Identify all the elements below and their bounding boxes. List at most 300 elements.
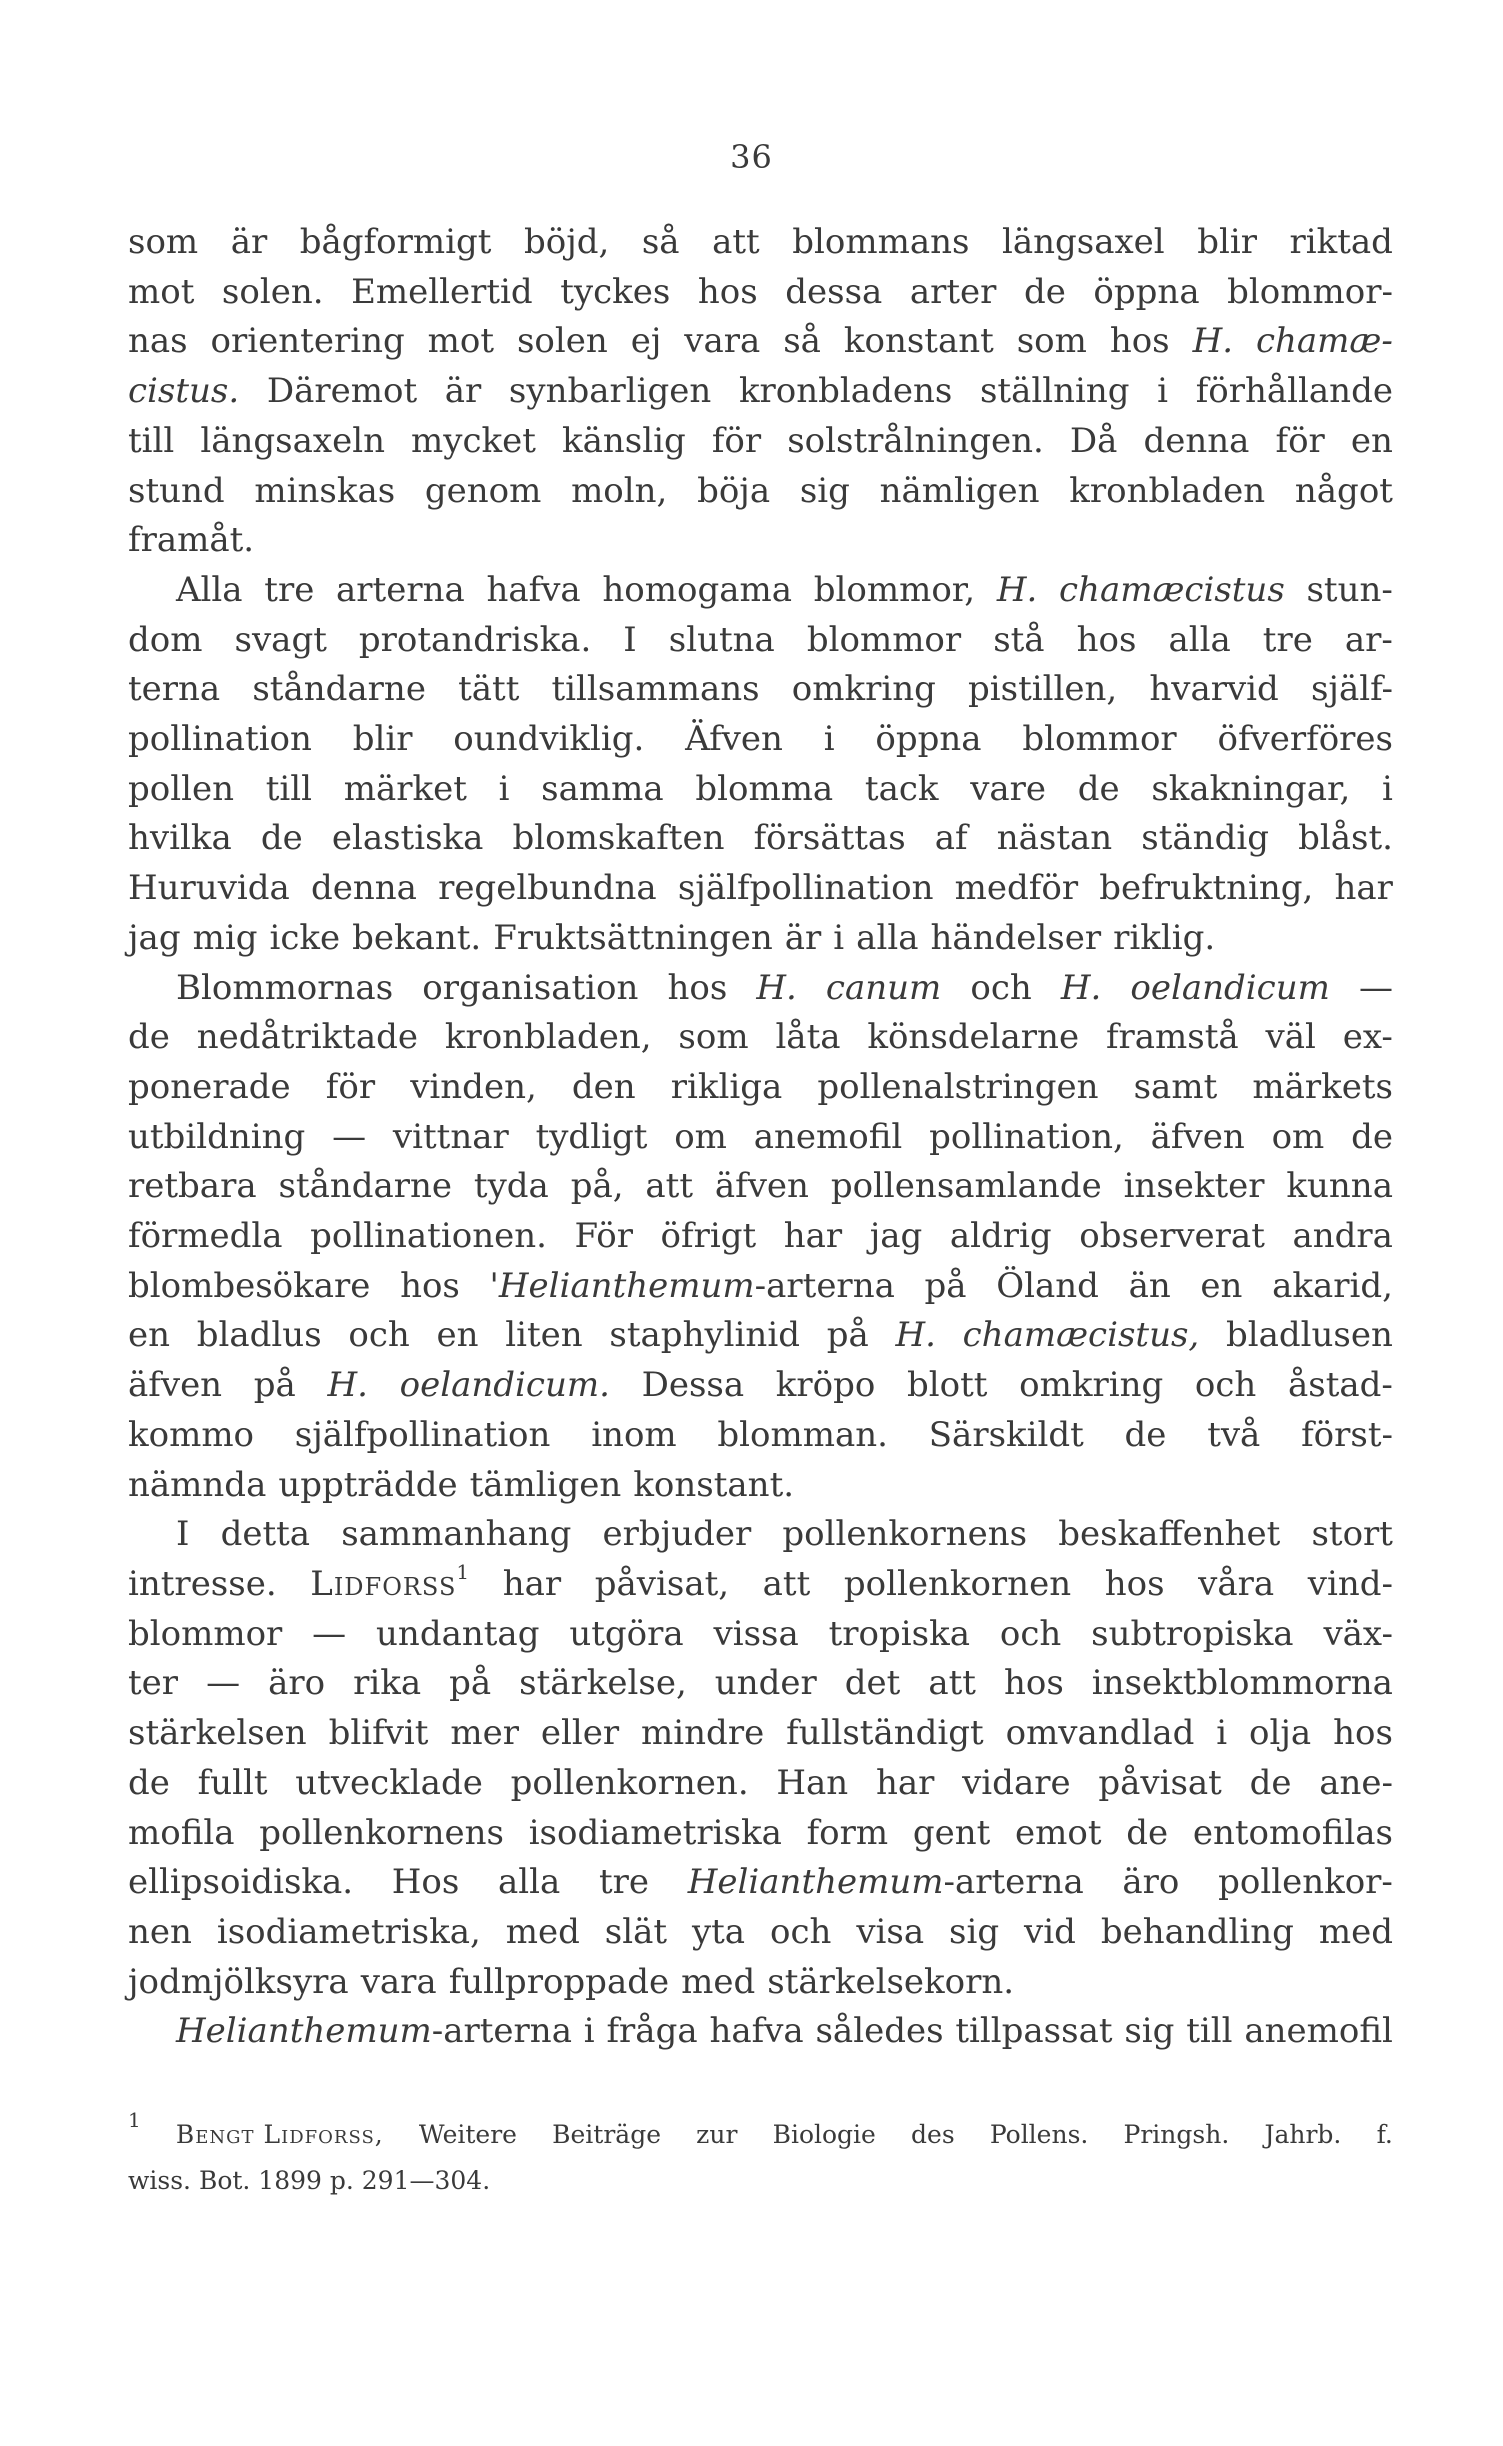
- word: eller: [540, 1713, 620, 1754]
- word: är: [444, 371, 482, 412]
- word: Särskildt: [928, 1414, 1084, 1455]
- word: de: [1077, 768, 1120, 809]
- word: mindre: [641, 1713, 765, 1754]
- word: äro: [1122, 1862, 1180, 1903]
- word: insektblommorna: [1091, 1663, 1393, 1704]
- word: af: [934, 818, 968, 859]
- word: och: [348, 1315, 410, 1356]
- text-line: [128, 1113, 1393, 1163]
- word: med: [681, 1961, 756, 2002]
- word: anemofil: [1244, 2011, 1393, 2052]
- word: och: [970, 967, 1032, 1008]
- word: anemofil: [753, 1116, 903, 1157]
- text-line: [128, 1212, 1393, 1262]
- word: alla: [498, 1862, 561, 1903]
- word: Jahrb.: [1264, 2120, 1342, 2149]
- word: hos: [1104, 1563, 1165, 1604]
- word: stärkelsekorn.: [767, 1961, 1015, 2002]
- word: tydligt: [535, 1116, 648, 1157]
- word: mig: [192, 917, 258, 958]
- word: till: [265, 768, 313, 809]
- word: arter: [909, 271, 997, 312]
- word: på,: [570, 1166, 624, 1207]
- footnote-marker: 1: [128, 2108, 141, 2132]
- word: framåt.: [128, 520, 255, 561]
- word: i: [823, 719, 835, 760]
- word: pollenkornens: [782, 1514, 1028, 1555]
- word: alla: [856, 917, 919, 958]
- word: Lidforss$^1$: [310, 1559, 470, 1604]
- word: äfven: [1150, 1116, 1245, 1157]
- word: blåst.: [1298, 818, 1393, 859]
- word: en: [1350, 420, 1393, 461]
- word: hos: [667, 967, 728, 1008]
- word: och: [1194, 1365, 1257, 1406]
- word: öppna: [1093, 271, 1200, 312]
- word: blir: [352, 719, 413, 760]
- text-line: [128, 1858, 1393, 1908]
- word: utgöra: [569, 1613, 684, 1654]
- word: denna: [310, 868, 417, 909]
- text-line: [128, 864, 1393, 914]
- footnote: [128, 2108, 1393, 2204]
- word: mer: [450, 1713, 519, 1754]
- text-line: [128, 1510, 1393, 1560]
- word: tre: [599, 1862, 650, 1903]
- text-line: [128, 268, 1393, 318]
- footnote-line: [128, 2108, 1393, 2158]
- text-line: [128, 1013, 1393, 1063]
- word: hos: [1333, 1713, 1393, 1754]
- word: För: [574, 1216, 633, 1257]
- word: om: [1271, 1116, 1325, 1157]
- word: 'Helianthemum-arterna: [489, 1265, 895, 1306]
- word: olja: [1249, 1713, 1312, 1754]
- word: de: [1249, 1762, 1292, 1803]
- word: kröpo: [775, 1365, 876, 1406]
- word: samma: [541, 768, 664, 809]
- word: bladlusen: [1225, 1315, 1393, 1356]
- word: händelser: [930, 917, 1102, 958]
- word: ej: [630, 321, 662, 362]
- word: andra: [1292, 1216, 1393, 1257]
- word: könsdelarne: [867, 1017, 1080, 1058]
- word: utbildning: [128, 1116, 306, 1157]
- word: böjd,: [523, 222, 610, 262]
- word: till: [1186, 2011, 1233, 2052]
- word: kronbladens: [738, 371, 953, 412]
- word: än: [1128, 1265, 1171, 1306]
- word: sammanhang: [341, 1514, 572, 1555]
- word: —: [332, 1116, 367, 1157]
- word: nästan: [996, 818, 1113, 859]
- word: våra: [1198, 1563, 1275, 1604]
- word: böja: [697, 470, 771, 511]
- word: stå: [993, 619, 1045, 660]
- word: H.: [327, 1365, 368, 1406]
- word: nämnda: [128, 1464, 267, 1505]
- text-line: [128, 1311, 1393, 1361]
- text-line: [128, 765, 1393, 815]
- word: som: [128, 222, 199, 262]
- word: H.: [996, 569, 1038, 610]
- text-line: [128, 715, 1393, 765]
- word: utvecklade: [295, 1762, 483, 1803]
- text-line: [128, 1262, 1393, 1312]
- word: nämligen: [879, 470, 1040, 511]
- word: Biologie: [772, 2120, 876, 2149]
- word: hos: [697, 271, 758, 312]
- footnote-author: Bengt Lidforss,: [175, 2120, 384, 2149]
- word: akarid,: [1272, 1265, 1393, 1306]
- word: tre: [1262, 619, 1313, 660]
- word: tropiska: [828, 1613, 970, 1654]
- word: att: [712, 222, 760, 262]
- word: påvisat,: [594, 1563, 730, 1604]
- word: riktad: [1289, 222, 1393, 262]
- word: Alla: [176, 569, 243, 610]
- word: längsaxeln: [200, 420, 385, 461]
- word: solstrålningen.: [787, 420, 1044, 461]
- word: öfverföres: [1217, 719, 1393, 760]
- word: hvarvid: [1149, 669, 1279, 710]
- text-line: [128, 1809, 1393, 1859]
- word: under: [714, 1663, 817, 1704]
- word: Hos: [391, 1862, 460, 1903]
- word: de: [128, 1017, 170, 1058]
- word: H.: [1192, 321, 1234, 362]
- word: i: [1382, 768, 1393, 809]
- footnote-citation: wiss. Bot. 1899 p. 291—304.: [128, 2166, 491, 2195]
- word: pollination: [128, 719, 312, 760]
- word: icke: [269, 917, 341, 958]
- word: åstad-: [1288, 1365, 1393, 1406]
- text-line: [128, 1958, 1393, 2008]
- word: tack: [864, 768, 939, 809]
- word: regelbundna: [438, 868, 657, 909]
- word: blommor: [128, 1613, 283, 1654]
- word: emot: [1015, 1812, 1102, 1853]
- word: de: [128, 1762, 170, 1803]
- word: entomofilas: [1192, 1812, 1393, 1853]
- text-line: [128, 317, 1393, 367]
- word: och: [770, 1911, 832, 1952]
- word: stund: [128, 470, 225, 511]
- word: så: [783, 321, 821, 362]
- word: mot: [427, 321, 495, 362]
- word: de: [260, 818, 303, 859]
- body-text: [128, 218, 1393, 2057]
- word: ståndarne: [278, 1166, 453, 1207]
- word: des: [911, 2120, 955, 2149]
- word: blommor: [1022, 719, 1177, 760]
- word: kronbladen: [1069, 470, 1266, 511]
- word: tre: [264, 569, 315, 610]
- text-line: [128, 566, 1393, 616]
- word: bågformigt: [299, 222, 492, 262]
- word: öfrigt: [660, 1216, 757, 1257]
- word: på: [924, 1265, 967, 1306]
- word: längsaxel: [1001, 222, 1165, 262]
- word: Han: [776, 1762, 849, 1803]
- word: märkets: [1252, 1066, 1393, 1107]
- word: först-: [1301, 1414, 1393, 1455]
- word: det: [844, 1663, 901, 1704]
- word: stärkelsen: [128, 1713, 307, 1754]
- word: påvisat: [1098, 1762, 1222, 1803]
- text-line: [128, 467, 1393, 517]
- word: ellipsoidiska.: [128, 1862, 354, 1903]
- word: som: [678, 1017, 749, 1058]
- word: dom: [128, 619, 203, 660]
- word: hos: [1076, 619, 1137, 660]
- word: i: [498, 768, 510, 809]
- word: två: [1207, 1414, 1261, 1455]
- page-number: 36: [730, 138, 773, 176]
- word: att: [645, 1166, 693, 1207]
- word: vara: [360, 1961, 437, 2002]
- word: oelandicum.: [399, 1365, 610, 1406]
- word: Beiträge: [552, 2120, 661, 2149]
- word: förmedla: [128, 1216, 283, 1257]
- word: detta: [220, 1514, 311, 1555]
- word: slutna: [668, 619, 775, 660]
- word: blommans: [792, 222, 970, 262]
- word: yta: [691, 1911, 746, 1952]
- text-line: [128, 1461, 1393, 1511]
- word: en: [436, 1315, 479, 1356]
- word: synbarligen: [508, 371, 712, 412]
- word: fråga: [606, 2011, 698, 2052]
- word: chamæ-: [1255, 321, 1393, 362]
- word: ståndarne: [252, 669, 426, 710]
- word: chamæcistus: [1059, 569, 1285, 610]
- word: retbara: [128, 1166, 257, 1207]
- word: Pollens.: [989, 2120, 1089, 2149]
- word: är: [784, 917, 822, 958]
- word: Äfven: [685, 719, 783, 760]
- word: något: [1294, 470, 1393, 511]
- word: form: [806, 1812, 889, 1853]
- footnote-line: [128, 2158, 1393, 2204]
- word: Då: [1069, 420, 1118, 461]
- word: konstant.: [633, 1464, 795, 1505]
- word: —: [1358, 967, 1393, 1008]
- text-line: [128, 814, 1393, 864]
- word: försättas: [753, 818, 906, 859]
- word: blommor,: [813, 569, 976, 610]
- word: svagt: [234, 619, 327, 660]
- word: pollenkor-: [1218, 1862, 1393, 1903]
- word: rika: [353, 1663, 422, 1704]
- word: behandling: [1100, 1911, 1294, 1952]
- word: inom: [591, 1414, 677, 1455]
- word: Pringsh.: [1123, 2120, 1230, 2149]
- word: blifvit: [328, 1713, 429, 1754]
- word: gent: [912, 1812, 991, 1853]
- word: bekant.: [352, 917, 482, 958]
- word: vinden,: [410, 1066, 537, 1107]
- word: orientering: [210, 321, 405, 362]
- word: omvandlad: [1005, 1713, 1195, 1754]
- word: oundviklig.: [453, 719, 645, 760]
- word: Huruvida: [128, 868, 290, 909]
- word: på: [826, 1315, 869, 1356]
- word: en: [128, 1315, 171, 1356]
- word: Helianthemum-arterna: [176, 2011, 572, 2052]
- word: blir: [1197, 222, 1257, 262]
- text-line: [128, 1063, 1393, 1113]
- word: med: [505, 1911, 580, 1952]
- word: har: [783, 1216, 843, 1257]
- word: fullständigt: [786, 1713, 984, 1754]
- word: cistus.: [128, 371, 240, 412]
- word: själfpollination: [677, 868, 934, 909]
- word: själfpollination: [294, 1414, 551, 1455]
- word: zur: [696, 2120, 738, 2149]
- text-line: [128, 1908, 1393, 1958]
- word: medför: [954, 868, 1079, 909]
- word: ständig: [1141, 818, 1269, 859]
- word: aldrig: [949, 1216, 1052, 1257]
- word: isodiametriska: [528, 1812, 782, 1853]
- word: pistillen,: [968, 669, 1118, 710]
- word: dessa: [785, 271, 883, 312]
- word: stärkelse,: [519, 1663, 687, 1704]
- word: samt: [1133, 1066, 1218, 1107]
- word: vittnar: [392, 1116, 509, 1157]
- word: isodiametriska,: [216, 1911, 481, 1952]
- word: ställning: [979, 371, 1130, 412]
- word: insekter: [1123, 1166, 1265, 1207]
- word: tillsammans: [551, 669, 760, 710]
- word: f.: [1376, 2120, 1393, 2149]
- word: solen.: [221, 271, 324, 312]
- text-line: [128, 616, 1393, 666]
- word: bladlus: [196, 1315, 322, 1356]
- word: intresse.: [128, 1563, 277, 1604]
- word: den: [571, 1066, 636, 1107]
- text-line: [128, 1411, 1393, 1461]
- word: Emellertid: [351, 271, 533, 312]
- word: jag: [128, 917, 181, 958]
- word: äfven: [128, 1365, 223, 1406]
- word: ter: [128, 1663, 179, 1704]
- word: förhållande: [1195, 371, 1393, 412]
- word: omkring: [1019, 1365, 1164, 1406]
- word: blott: [907, 1365, 988, 1406]
- word: på: [253, 1365, 296, 1406]
- word: tillpassat: [955, 2011, 1113, 2052]
- word: hvilka: [128, 818, 232, 859]
- word: de: [1023, 271, 1066, 312]
- text-line: [128, 1560, 1393, 1610]
- word: ar-: [1344, 619, 1393, 660]
- word: oelandicum: [1130, 967, 1330, 1008]
- word: för: [325, 1066, 376, 1107]
- word: minskas: [254, 470, 396, 511]
- word: arterna: [336, 569, 465, 610]
- word: blommor-: [1227, 271, 1393, 312]
- word: de: [1124, 1414, 1167, 1455]
- word: denna: [1143, 420, 1250, 461]
- word: i: [833, 917, 845, 958]
- word: —: [312, 1613, 347, 1654]
- word: som: [1016, 321, 1087, 362]
- word: slät: [604, 1911, 668, 1952]
- word: riklig.: [1113, 917, 1216, 958]
- word: för: [1275, 420, 1325, 461]
- word: beskaffenhet: [1058, 1514, 1281, 1555]
- word: canum: [825, 967, 942, 1008]
- word: stort: [1311, 1514, 1393, 1555]
- word: skakningar,: [1151, 768, 1351, 809]
- text-line: [128, 218, 1393, 268]
- word: har: [1334, 868, 1393, 909]
- word: tämligen: [469, 1464, 622, 1505]
- word: hafva: [709, 2011, 804, 2052]
- word: kunna: [1286, 1166, 1393, 1207]
- word: vidare: [962, 1762, 1071, 1803]
- word: kronbladen,: [444, 1017, 652, 1058]
- word: elastiska: [331, 818, 484, 859]
- word: pollenkornens: [259, 1812, 504, 1853]
- word: ane-: [1319, 1762, 1393, 1803]
- word: homogama: [602, 569, 793, 610]
- word: Fruktsättningen: [493, 917, 773, 958]
- text-line: [128, 665, 1393, 715]
- text-line: [128, 417, 1393, 467]
- word: visa: [856, 1911, 925, 1952]
- word: i: [1216, 1713, 1228, 1754]
- word: konstant: [843, 321, 994, 362]
- word: mycket: [411, 420, 536, 461]
- word: pollensamlande: [830, 1166, 1102, 1207]
- word: för: [711, 420, 762, 461]
- word: alla: [1168, 619, 1231, 660]
- word: solen: [516, 321, 608, 362]
- word: tyckes: [560, 271, 671, 312]
- word: pollinationen.: [310, 1216, 547, 1257]
- word: Helianthemum-arterna: [687, 1862, 1084, 1903]
- word: blomskaften: [512, 818, 725, 859]
- word: —: [206, 1663, 241, 1704]
- text-line: [128, 2007, 1393, 2057]
- word: kommo: [128, 1414, 255, 1455]
- word: observerat: [1079, 1216, 1265, 1257]
- word: väl: [1265, 1017, 1316, 1058]
- word: genom: [424, 470, 542, 511]
- word: ex-: [1342, 1017, 1393, 1058]
- word: uppträdde: [278, 1464, 458, 1505]
- word: känslig: [562, 420, 686, 461]
- word: fullt: [197, 1762, 268, 1803]
- word: mofila: [128, 1812, 235, 1853]
- word: vare: [970, 768, 1047, 809]
- text-line: [128, 1759, 1393, 1809]
- word: stun-: [1306, 569, 1393, 610]
- word: vind-: [1307, 1563, 1393, 1604]
- word: äfven: [714, 1166, 809, 1207]
- word: terna: [128, 669, 221, 710]
- word: har: [875, 1762, 935, 1803]
- word: undantag: [376, 1613, 540, 1654]
- text-line: [128, 914, 1393, 964]
- word: att: [762, 1563, 811, 1604]
- word: sig: [949, 1911, 1000, 1952]
- word: liten: [505, 1315, 583, 1356]
- word: blomma: [695, 768, 834, 809]
